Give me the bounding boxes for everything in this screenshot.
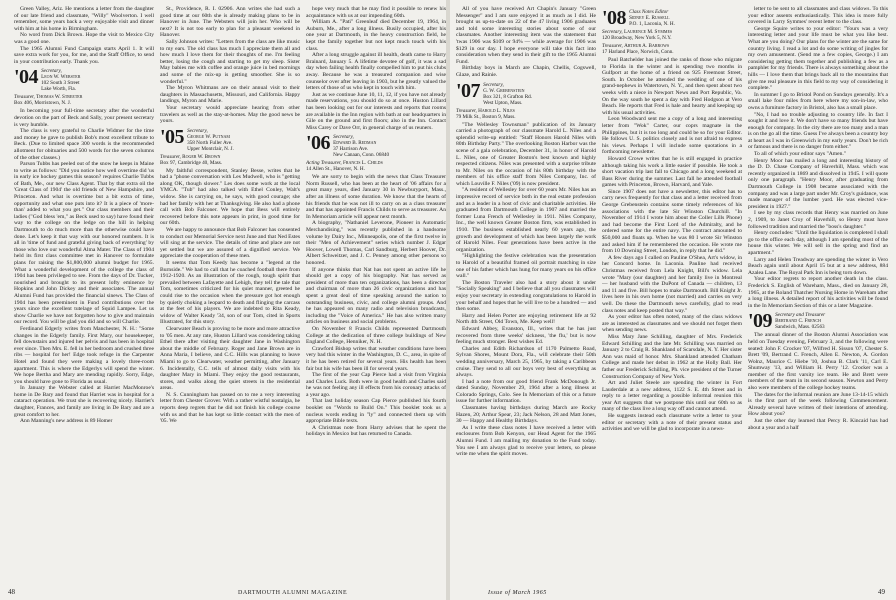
officer-address: 14 Allen St., Hanover, N. H.	[306, 166, 365, 173]
officer-role: Treasurer,	[602, 43, 623, 49]
class-year: '05	[160, 125, 185, 148]
secretary-address-line: 102 South 3 Street	[41, 80, 80, 87]
paragraph: Howard Crowe writes that he is still engaged in practice although taking his work a little easier if possible. He took a short vacation trip last fall to Chicago and a long weekend at Bass River during the summer. Last fall he attended football games with Princeton, Brown, Harvard, and Yale.	[602, 155, 742, 189]
officer-info	[306, 160, 446, 172]
left-column-1	[14, 6, 154, 578]
class-secretary-info	[483, 82, 532, 106]
paragraph: He suggests instead each classmate write a letter to your editor or secretary with a note of their present status and activities and we will be glad to incorporate in a news-	[602, 413, 742, 433]
paragraph: The first of the year Cap Pierce had a visit from Virginia and Charles Luck. Both were in good health and Charles said he was not feeling any ill effects from his coronary attacks of a year ago.	[306, 372, 446, 398]
secretary-name: Edward B. Redman	[333, 140, 377, 147]
secretary-role: Secretary,	[41, 68, 62, 75]
secretary-role: Class Notes Editor	[629, 9, 669, 15]
paragraph: "A resident of Wellesley for over 60 years Mr. Niles has an impressive record of service both in the real estate profession and as a leader in a host of civic and charitable activities. He graduated from Dartmouth College in 1907 and married the former Luna French of Wellesley in 1911. Niles Company, Inc., the well known Greater Boston firm, was established in 1910. The business established nearly 60 years ago, the growth and development of which has been largely the work of Harold Niles. Four generations have been active in the organization.	[456, 187, 596, 253]
paragraph: hope very much that he may find it possible to renew his acquaintance with us at our impending 60th.	[306, 6, 446, 19]
secretary-role: Secretary,	[483, 81, 504, 88]
class-year: '09	[748, 310, 773, 333]
paragraph: My faithful correspondent, Stanley Besse, writes that he had a "phone conversation with Les Mudwell, who is "getting along OK, though slower." Les does some work at the local YMCA. "Tub" had also talked with Ethel Conley, Walt's widow. She is carrying on, he says, with good courage; she had her family with her at Thanksgiving. He also had a phone call with Bob Falconer. We hope that Bess will entirely recovered before this note appears in print, in good time for our 60th.	[160, 167, 300, 227]
paragraph: As your editor has often noted, many of the class widows are as interested as classmates and we should not forget them when sending news.	[602, 314, 742, 334]
secretary-address-line: West Upton, Mass.	[483, 99, 523, 106]
paragraph: Just the other day learned that Percy R. Kincaid has had about a year and a half	[748, 418, 888, 431]
officer-address: 79 Milk St., Boston 9, Mass.	[456, 113, 516, 120]
paragraph: Harry and Helen Porter are enjoying retirement life at 92 North 4th Street, Old Town, Me. Keep well!	[456, 312, 596, 326]
right-page-number: 49	[878, 588, 885, 596]
paragraph: St., Providence, R. I. 02906. Ann writes she had such a good time at our 60th she is already making plans to be in Hanover in June. The Websters will join her. Who will be next? It is not too early to plan for a pleasant weekend in Hanover.	[160, 6, 300, 39]
class-secretary-info	[187, 128, 234, 152]
class-secretary-info	[41, 68, 80, 92]
secretary-address-line: Box 321, 8 Grafton Rd.	[483, 93, 533, 100]
paragraph: The annual dinner of the Boston Alumni Association was held on Tuesday evening, February 3, and the following were seated: John F. Crocker '07, Wilfred H. Sisson '07, Chester S. Brett '09, Bertrand C. French, Allen E. Newton, A. Gordon Wolnz, Maurice C. Hiebe '10, Joshua B. Clark '11, Carl E. Shumway '13, and William H. Perry '12. Crocker was a member of the first varsity ice team. He and Brett were members of the team in its second season. Newton and Perry also were members of the college hockey teams.	[748, 332, 888, 392]
class-secretary-info	[333, 134, 389, 158]
paragraph: It seems that Tom Keedy has become a "legend at the Burnside." We had to call that he coached football there from 1912-1920. As an illustration of the rough, tough spirit that prevailed between Lafayette and Lehigh, they tell the tale that Tom, sometimes criticized for his quiet manner, greeted he could rise to the occasion when the pressure got hot enough by quietly choking a leopard to death and flinging the carcass at the feet of his players. We are indebted to Rita Keady, widow of Walter Keady '34, son of our Tom, cited in Sports Illustrated, for this story.	[160, 260, 300, 326]
paragraph: Your editor regrets to report another death in the class. Frederick S. English of Wareham, Mass., died on January 28, 1965, at the Roland Thatcher Nursing Home in Wareham after a long illness. A detailed report of his activities will be found in the In Memoriam Section of this or a later Magazine.	[748, 276, 888, 309]
class-header	[602, 9, 742, 27]
paragraph: Sally Johnson writes: "Letters from the class are like music to my ears. The old class has much I appreciate them all and how much I love them for their thoughts of me. I'm feeling better, losing the cough and starting to get my sleep. Sister May babies me with coffee and orange juice in bed mornings and some of the mix-up is getting smoother. She is so wonderful."	[160, 38, 300, 85]
paragraph: Ann Manning's new address is 89 Homer	[20, 418, 113, 425]
paragraph: I see by my class records that Henry was married on June 2, 1909, to Janet Croy of Haverhill, so Henry must have followed tradition and married the "boss's daughter."	[748, 210, 888, 230]
paragraph: The dates for the informal reunion are June 13-14-15 which is the first part of the week following Commencement. Already several have written of their intentions of attending. How about you?	[748, 391, 888, 418]
paragraph: Leon Woodward sent me a copy of a long and interesting letter from "Wok" Carter, our coprs magnate in the Philippines, but it is too long and could be so for your Editor. He follows U. S. politics closely and is not afraid to express his views. Perhaps I will include some quotations in a forthcoming newsletter.	[602, 116, 742, 156]
paragraph: N. S. Cunningham has passed on to me a very interesting letter from Chester Grover. With a rather wistful nostalgia, he reports deep regrets that he did not finish his college course with us and that he has kept so little contact with the men of '05. We	[160, 391, 300, 425]
paragraph: Ferdinand Edgerly writes from Manchester, N. H.: "Some changes in the Edgerly family. First Mary, our housekeeper, fell downstairs and injured her pelvis and has been in hospital ever since. Then Mrs. E. fell in her bedroom and crushed three ribs — hospital for her! Edge took refuge in the Carpenter Hotel and found they were making a lovely three-room apartment. This is where the Edgerlys will spend the winter. We hope Bertha and Mary are mending rapidly. Sorry, Edge, you should have gone to Florida as usual.	[14, 325, 154, 385]
officer-name: Roger W. Brown	[182, 153, 221, 160]
paragraph: Miss Mary Jane Schilling, daughter of Mrs. Frederick Edward Schilling and the late Mr. Schilling was married on January 2 to Craig R. Shankland of Scarsdale, N. Y. Her sister Ann was maid of honor. Mrs. Shankland attended Chatham College and made her debut in 1962 at the Holly Ball. Her father our Frederick Schilling, Ph. vice president of the Turner Construction Company of New York.	[602, 333, 742, 380]
secretary-address-line: Upper Montclair, N. J.	[187, 145, 234, 152]
officer-info	[160, 154, 300, 166]
class-header	[14, 68, 154, 92]
class-header	[456, 79, 596, 106]
right-page	[450, 0, 896, 600]
officer-name: Harold L. Niles	[478, 107, 515, 114]
secretary-address-line: 37 Harrison Ave.	[333, 146, 369, 153]
paragraph: Larry and Helen Treadway are spending the winter in Vero Beach again until about April 15 but at a new address, 884 Azalea Lane. The Royal Park Inn is being torn down.	[748, 256, 888, 276]
left-page	[0, 0, 446, 600]
paragraph: letter to be sent to all classmates and class widows. To this your editor assents enthusiastically. This idea is more fully covered in Larry Symmes' recent letter to the class.	[748, 6, 888, 26]
paragraph: Just as we continue June 10, 11, 12, if you have not already made reservations, you should do so at once. Huston Lillard has been looking out for our interests and reports that rooms are available in the Inn region with bath at our headquarters in Gile on the ground and first floors; also in the Inn. Contact Miss Carey or Dave Orr, in general charge of us reuners.	[306, 91, 446, 131]
paragraph: All of you have received Art Chapin's January "Green Messenger" and I am sure enjoyed it as much as I did. He brought us up-to-date on 22 of the 47 living 1906 graduates and told some interesting stories about some of our classmates. Another interesting item was the statement that 'twas 1906 was $109 or 94% — while average for 1906 was $129 in our day. I hope everyone will take this fact into consideration when they send in their gift to the 1965 Alumni Fund.	[456, 6, 596, 65]
paragraph: No word from Dick Brown. Hope the visit to Mexico City was a good one.	[14, 32, 154, 45]
class-header	[748, 310, 888, 333]
secretary-name: Sidney E. Russell	[629, 15, 670, 21]
class-year: '07	[456, 79, 481, 102]
paragraph: I had a note from our good friend Frank McDonough Jr. dated Sunday, November 29, 1964 after a long illness at Colorado Springs, Colo. See In Memoriam of this or a future issue for further information.	[456, 378, 596, 405]
paragraph: Green Valley, Ariz. He mentions a letter from the daughter of our late friend and classmate, "Willy" Woolverton. I well remember, some years back a very enjoyable visit and dinner with him at his home in Birmingham.	[14, 6, 154, 32]
secretary-address-line: 358 North Fuller Ave.	[187, 139, 233, 146]
class-header	[306, 134, 446, 158]
paragraph: We are sorry to begin with the news that Class Treasurer Norm Russell, who has been at the heart of '06 affairs for a great many years, died January 30 in Newburyport, Mass., after an illness of some duration. We know that the hearts of his friends that he was not ill to carry on as a class treasurer and that has appointed Francis Childs to serve as treasurer. An In Memoriam article will appear next month.	[306, 174, 446, 220]
paragraph: The 1965 Alumni Fund Campaign starts April 1. It will save extra work for you, for me, and the Staff Office, to send in your contribution early. Thank you.	[14, 45, 154, 65]
paragraph: In summer I go to Bristol Pond on Sundays generally. It's a small lake four miles from here where my son-in-law, who owns a furniture factory in Bristol, also has a small place.	[748, 91, 888, 111]
paragraph: "The Wellesley Townsman" publication of its January carried a photograph of our classmate Harold L. Niles and a splendid write-up entitled: "Staff Honors Harold Niles with 80th Birthday Party." The overlooking Boston Harbor was the scene of a gala celebration, December 31, in honor of Harold L. Niles, one of Greater Boston's best known and highly respected citizens. Niles was presented with a surprise tribute to Mr. Niles on the occasion of his 80th birthday with the members of his office staff from Niles Company, Inc. of which Louville F. Niles ('09) is now president.	[456, 121, 596, 187]
paragraph: "Highlighting the festive celebration was the presentation to Harold of a beautiful framed oil portrait matching in size one of his father which has hung for many years on his office wall."	[456, 253, 596, 280]
officer-role: Treasurer,	[160, 153, 181, 160]
officer-name: Francis L. Childs	[342, 160, 383, 167]
paragraph: The class is very grateful to Charlie Widmer for the time and money he gave to publish Bob's most excellent tribute to Beck. (Due to limited space 300 words is the recommended allotment for obituaries and 500 words for the seven columns of the other classes.)	[14, 128, 154, 161]
class-secretary-info	[629, 9, 675, 27]
right-page-footer: Issue of March 1965	[488, 590, 547, 596]
paragraph: A biography, "Nathaniel Leverone, Pioneer in Automatic Merchandising," was recently published in a handsome volume by Dairy Inc., Minneapolis, one of the first twelve in their "Men of Achievement" series which number J. Edgar Hoover, Lowell Thomas, Carl Sandburg, Herbert Hoover, Dr. Albert Schweitzer, and J. C. Penney among other persons so honored.	[306, 220, 446, 266]
officer-address: 120 Broadway, New York 5, N.Y.	[602, 35, 672, 41]
right-column-3	[748, 6, 888, 578]
officer-info	[602, 29, 742, 41]
right-column-2	[602, 6, 742, 578]
secretary-name: G. W. Grebenstein	[483, 87, 525, 94]
officer-address: Box 406, Morristown, N. J.	[14, 100, 72, 107]
left-page-number: 48	[8, 588, 15, 596]
secretary-role: Secretary,	[333, 134, 354, 141]
paragraph: Classmates having birthdays during March are Rocky Hazen, 20; Arthur Spear, 23; Jack Nelson, 28 and Matt Jones, 30 — Happy and Healthy Birthdays.	[456, 405, 596, 425]
paragraph: The Myron Whitmans are on their annual visit to their daughters in Massachusetts, Missouri, and California. Happy landings, Myron and Marie.	[160, 85, 300, 105]
paragraph: Paul Batchelder has joined the ranks of those who migrate to Florida in the winter and is spending two months in Gulfport at the home of a friend on 925 Freemont Street, South. In October he attended the wedding of one of his grand-nephews in Watertown, N. Y., and then spent about two weeks with a niece in Newport News and Port Republic, Va. On the way south he spent a day with Fred Hodgson at Vero Beach. He reports that Fred is hale and hearty and keeping up with his usual activities.	[602, 57, 742, 116]
paragraph: We are happy to announce that Bob Falconer has consented to conduct our Memorial Service next June and that Ned Estes will sing at the service. The details of time and place are not yet settled but we are assured of a dignified service. We appreciate the cooperation of these men.	[160, 227, 300, 260]
secretary-address-line: Lake Worth, Fla.	[41, 86, 76, 93]
officer-info	[456, 108, 596, 120]
paragraph: "No, I had no trouble adjusting to country life. In fact I sought it and love it. We don't have so many friends but have enough for company. In the city there are too many and a man is on the go all the time. Guess I've always been a country boy at heart as I was in Greenwich in my early years. Don't be rich or famous and there is no danger from either."	[748, 111, 888, 151]
class-secretary-info	[775, 312, 825, 330]
paragraph: Birthday boys in March are Chapin, Chellis, Cogswell, Glaze, and Rainie.	[456, 65, 596, 78]
right-column-1	[456, 6, 596, 578]
paragraph: In becoming your full-time secretary after the wonderful devotion on the part of Beck and Sally, your present secretary is very humble.	[14, 108, 154, 128]
secretary-role: Secretary and Treasurer	[775, 312, 826, 319]
officer-info	[14, 94, 154, 106]
secretary-role: Secretary,	[187, 127, 208, 134]
officer-name: Thomas W. Streeter	[36, 94, 83, 101]
secretary-address-line: P.O. 1, Laconia, N. H.	[629, 21, 675, 27]
paragraph: As I write these class notes I have received a letter with enclosures from Bob Kenyon, our Head Agent for the 1965 Alumni Fund. I am mailing my donation to the Fund today. You see I am always glad to receive your letters, so please write me when the spirit moves.	[456, 424, 596, 458]
paragraph: Parson Tubbs has peeled out of the snow he keeps in Maine to write as follows: "Did you notice how well overtime did 'us in early ice hockey games this season? requires Charlie Tubbs of Bath, Me., our new Class Agent. That by that extra oil the 'Great Class of 1904' the old friends of New Hampshire, and Princeton. And what is overtime but a bit extra of time, opportunity and what one puts into it? It is a piece of 'more-than' added to what you get." Our class members and their ladies ("God bless 'em," as Beck used to say) have found their way to the college on the ledge on the hill in helping Dartmouth to do much more than the otherwise could have done. Let's keep it that way with our honored numbers. It is all in 'time of fund and grateful giving back of everything' by those who love our wonderful Alma Mater. The Class of 1904 held its first class committee met in Hanover to formulate plans for raising the $1,800,000 alumni budget for 1965. What a wonderful development of the college the class of 1904 has been privileged to see. From the days of Dr. Tucker, nourished and brought to its present lofty eminence by Hopkins and John Dickey and their associates. The annual Alumni Fund has provided the financial sinews. The Class of 1904 has been preeminent in Fund contributions over the years since the excellent tutelage of Squid Lampee. Let us show Charlie we have not forgotten how to give and maintain our record. You will be glad you did and so will Charlie.	[14, 161, 154, 326]
paragraph: William A. "Pati" Greenleaf died December 19, 1964, in Auburn, Me., after a long illness. Busily occupied, after his one year at Dartmouth, in the heavy construction field, he kept the family together but not kept much touch with his class.	[306, 19, 446, 52]
officer-role: Secretary,	[602, 29, 623, 35]
secretary-name: Bertrand C. French	[775, 318, 821, 325]
class-header	[160, 125, 300, 152]
officer-name: Laurence M. Symmes	[624, 29, 673, 35]
officer-role: Treasurer,	[14, 94, 35, 101]
paragraph: The Boston Traveler also had a story about it under "Socially Speaking" and I believe that all you classmates will enjoy your secretary in extending congratulations to Harold in your behalf and hopes that he will live to be a hundred — and then some.	[456, 279, 596, 313]
left-page-footer: DARTMOUTH ALUMNI MAGAZINE	[238, 590, 348, 596]
paragraph: On November 8 Francis Childs represented Dartmouth College at the dedication of three college buildings of New England College, Henniker, N. H.	[306, 325, 446, 346]
officer-role: Acting Treasurer,	[306, 160, 342, 167]
officer-role: Treasurer,	[456, 107, 477, 114]
class-year: '04	[14, 66, 39, 89]
paragraph: George Squire writes to your editor: "Yours was a very interesting letter and your life must be what you like best. What are you doing? Our plans for the winter are the same for country living. I read a lot and do some writing of jingles for my own amusement. (Send me a few copies, George.) I am considering getting them together and publishing a few as a pamphlet for my friends. There is always something about the hills — I love them that brings back all to the mountains that give me real pleasure in this field to my way of considering it complete."	[748, 25, 888, 92]
class-year: '06	[306, 132, 331, 155]
left-column-3	[306, 6, 446, 578]
paragraph: That last holiday season Cap Pierce published his fourth booklet on "Words to Build On." This booklet took us a nucleus words ending in "ly" and connected them up with appropriate Bible texts.	[306, 398, 446, 425]
paragraph: Henry Moor has mailed a long and interesting history of the D. D. Chase Company of Haverhill, Mass. which was recently organized in 1869 and dissolved in 1945. I will quote only one paragraph. "Henry Moor, after graduating from Dartmouth College in 1908 became associated with the company and was a large part under Mr. Croy's guidance, was made manager of the lumber yard. He was elected vice-president in 1927."	[748, 157, 888, 210]
paragraph: To all of which your editor says "Amen."	[754, 151, 847, 158]
secretary-address-line: New Canaan, Conn. 06840	[333, 152, 390, 159]
officer-info	[602, 43, 742, 55]
paragraph: A Christmas note from Harry advises that he spent the holidays in Mexico but has returned to Canada.	[306, 424, 446, 438]
officer-address: 17 Harland Place, Norwich, Conn.	[602, 49, 674, 55]
secretary-address-line: Sandwich, Mass. 02563	[775, 324, 825, 331]
officer-name: Arthur A. Barrows	[624, 43, 670, 49]
paragraph: If anyone thinks that Nat has not spent an active life he should get a copy of his biography. Nat has served as president of more than ten organizations, has been a director and chairman of more than 26 civic organizations and has spent a great deal of time speaking around the nation to outstanding business, civic, and college alumni groups. And he has appeared on many radio and television broadcasts, including the "Voice of America." He has also written many articles on business and social problems.	[306, 266, 446, 326]
left-column-2	[160, 6, 300, 578]
paragraph: Since 1907 does not have a newsletter, this editor has to carry news frequently for that class and a letter received from George Grebenstein contains some timely references of his associations with the late Sir Winston Churchill. "In November of 1914 I wrote him about the Coller Lills Phone) and had become the First Lord of the Admiralty, and he ordered some for the entire navy. The contract amounted to $50,000 and floats up. When he was 80 I wrote Sir Winston and asked him if he remembered the occasion. He wrote me from 10 Downing Street, London, in reply that he did."	[602, 188, 742, 255]
paragraph: Crawford Bishop writes that weather conditions have been very bad this winter in the Washington, D. C., area, in spite of it he has been retired for several years. His health has been fair but his wife has been ill for several years.	[306, 345, 446, 372]
officer-address: Box 97, Cambridge 40, Mass.	[160, 159, 223, 166]
paragraph: Henry concludes: "Until the liquidation is completed I shall go to the office each day, although I am spending most of the house this winter. We will sell in the spring and find an apartment."	[748, 230, 888, 256]
secretary-name: George W. Putnam	[187, 133, 230, 140]
secretary-name: Leon W. Webster	[41, 74, 81, 81]
paragraph: A few days ago I called on Pauline O'Shea, Art's widow, in her Concord home. In Laconia. Pauline had received Christmas received from Lela Knight, Bill's widow. Lela wrote "Mary (our daughter) and her family live in Montreal — her husband with the DuPont of Canada — children, 13 and 11 and five. Bill hopes to make Dartmouth. Bill Knight Jr. lives here in his own home (not married) and carries on very well. Do these the Dartmouth news carefully, glad to read class notes and keep posted that way."	[602, 254, 742, 314]
paragraph: Art and Juliet Steele are spending the winter in Fort Lauderdale at a new address, 1122 S. E. 4th Street and in reply to a letter regarding a possible informal reunion this year Art suggests that we postpone this until our 60th so as many of the class live a long way off and cannot attend.	[602, 380, 742, 413]
paragraph: Clearwater Beach is proving to be more and more attractive to '05 men. At any rate, Huston Lillard was considering taking Ethel there after visiting their daughter Jane in Washington about the middle of February. Roger and Jane Brown are in Anna Maria, I believe, and C.C. Hills was planning to leave Miami to go to Clearwater, weather permitting, after January 6. Incidentally, C.C. tells of almost daily visits with his daughter Mary in Miami. They enjoy the good restaurants, stores, and walks along the quiet streets in the residential areas.	[160, 325, 300, 392]
paragraph: Your secretary would appreciate hearing from other travelers as well as the stay-at-homes. May the good news be yours.	[160, 104, 300, 125]
paragraph: In January the Webster called at Harriet MacMonroe's home in De Bary and found that Harriet was in hospital for a cataract operation. We trust she is recovering nicely. Harriet's daughter, Frances, and family are living in De Bary and are a great comfort to her.	[14, 385, 154, 418]
class-year: '08	[602, 7, 627, 29]
paragraph: Edward Abbey, Evanston, Ill., writes that he has just recovered from three weeks' sickness, 'the flu,' but is now feeling much stronger. Best wishes Ed.	[456, 325, 596, 346]
paragraph: After a long struggle against ill health, death came to Harry Brainard, January 5. A lifetime devotee of golf, it was a sad day when failing health finally compelled him to put his clubs away. Because he was a treasured companion and wise counselor over after leaving in 1903, but he greatly valued the letters of those of us who kept in touch with him.	[306, 52, 446, 92]
paragraph: Charles and Edith Richardson of 1170 Palmetto Road, Sylvan Shores, Mount Dora, Fla., will celebrate their 50th wedding anniversary, March 25, 1965, by taking a Caribbean cruise. They send to all our boys very best of everything as always.	[456, 345, 596, 379]
